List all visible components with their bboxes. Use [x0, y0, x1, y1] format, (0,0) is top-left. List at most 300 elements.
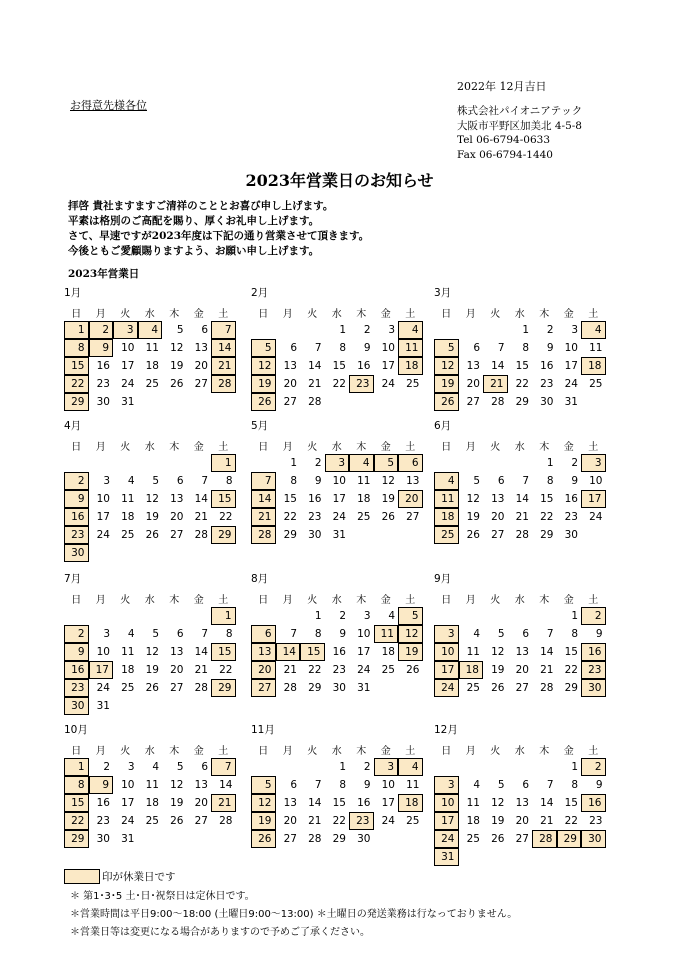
business-day-cell: 20 — [170, 511, 184, 523]
business-day-cell: 19 — [381, 493, 395, 505]
holiday-day-cell: 16 — [64, 508, 89, 526]
weekday-header: 木 — [356, 308, 367, 320]
business-day-cell: 27 — [466, 396, 480, 408]
weekday-header: 土 — [405, 308, 416, 320]
weekday-header: 土 — [405, 441, 416, 453]
business-day-cell: 17 — [564, 360, 578, 372]
empty-cell — [113, 454, 138, 472]
business-day-cell: 18 — [381, 646, 395, 658]
weekday-header: 水 — [144, 594, 155, 606]
holiday-day-cell: 23 — [349, 375, 374, 393]
holiday-day-cell: 23 — [349, 812, 374, 830]
holiday-day-cell: 4 — [581, 321, 606, 339]
weekday-header: 金 — [380, 594, 391, 606]
business-day-cell: 11 — [145, 342, 159, 354]
holiday-day-cell: 3 — [581, 454, 606, 472]
weekday-header: 水 — [514, 745, 525, 757]
holiday-day-cell: 15 — [64, 357, 89, 375]
holiday-day-cell: 7 — [251, 472, 276, 490]
weekday-header: 木 — [539, 308, 550, 320]
business-day-cell: 15 — [332, 797, 346, 809]
business-day-cell: 30 — [540, 396, 554, 408]
greeting-line: さて、早速ですが2023年度は下記の通り営業させて頂きます。 — [68, 230, 370, 242]
holiday-day-cell: 24 — [434, 830, 459, 848]
empty-cell — [251, 607, 276, 625]
holiday-day-cell: 5 — [251, 776, 276, 794]
business-day-cell: 14 — [540, 797, 554, 809]
business-day-cell: 5 — [152, 475, 159, 487]
holiday-day-cell: 17 — [434, 812, 459, 830]
business-day-cell: 29 — [283, 529, 297, 541]
business-day-cell: 12 — [491, 646, 505, 658]
business-day-cell: 6 — [473, 342, 480, 354]
business-day-cell: 17 — [332, 493, 346, 505]
business-day-cell: 25 — [145, 815, 159, 827]
weekday-header: 日 — [258, 308, 269, 320]
business-day-cell: 13 — [515, 797, 529, 809]
holiday-day-cell: 11 — [398, 339, 423, 357]
holiday-day-cell: 2 — [64, 472, 89, 490]
holiday-day-cell: 26 — [251, 830, 276, 848]
business-day-cell: 14 — [540, 646, 554, 658]
business-day-cell: 6 — [290, 342, 297, 354]
business-day-cell: 27 — [283, 396, 297, 408]
holiday-day-cell: 9 — [64, 490, 89, 508]
empty-cell — [434, 454, 459, 472]
business-day-cell: 11 — [406, 779, 420, 791]
empty-cell — [187, 607, 212, 625]
weekday-header: 日 — [71, 308, 82, 320]
business-day-cell: 2 — [339, 610, 346, 622]
holiday-day-cell: 5 — [374, 454, 399, 472]
holiday-day-cell: 16 — [581, 643, 606, 661]
holiday-day-cell: 15 — [211, 643, 236, 661]
business-day-cell: 12 — [145, 493, 159, 505]
weekday-header: 月 — [95, 441, 106, 453]
business-day-cell: 6 — [176, 628, 184, 640]
business-day-cell: 11 — [145, 779, 159, 791]
holiday-day-cell: 1 — [64, 758, 89, 776]
business-day-cell: 1 — [339, 761, 346, 773]
weekday-header: 土 — [218, 594, 229, 606]
weekday-header: 月 — [95, 745, 106, 757]
weekday-header: 水 — [331, 308, 342, 320]
holiday-day-cell: 21 — [211, 794, 236, 812]
weekday-header: 金 — [380, 441, 391, 453]
weekday-header: 金 — [193, 745, 204, 757]
business-day-cell: 26 — [466, 529, 480, 541]
business-day-cell: 8 — [339, 779, 346, 791]
holiday-day-cell: 9 — [89, 776, 114, 794]
greeting-text — [68, 199, 369, 259]
weekday-header: 日 — [71, 745, 82, 757]
note-line: ＊営業時間は平日9:00～18:00 (土曜日9:00～13:00) ＊土曜日の発送業務は行なっておりません。 — [70, 909, 518, 920]
business-day-cell: 6 — [522, 779, 529, 791]
business-day-cell: 13 — [515, 646, 529, 658]
business-day-cell: 19 — [491, 664, 505, 676]
holiday-legend-swatch — [64, 869, 100, 884]
weekday-header: 日 — [71, 441, 82, 453]
holiday-day-cell: 18 — [398, 794, 423, 812]
holiday-day-cell: 4 — [398, 758, 423, 776]
weekday-header: 土 — [588, 745, 599, 757]
weekday-header: 木 — [539, 594, 550, 606]
month-grid — [251, 436, 423, 544]
business-day-cell: 25 — [589, 378, 603, 390]
business-day-cell: 7 — [201, 628, 208, 640]
business-day-cell: 10 — [357, 628, 371, 640]
business-day-cell: 22 — [332, 815, 346, 827]
month-label: 10月 — [64, 724, 88, 736]
business-day-cell: 10 — [121, 779, 135, 791]
month-label: 5月 — [251, 420, 269, 432]
business-day-cell: 7 — [497, 342, 505, 354]
holiday-day-cell: 11 — [374, 625, 399, 643]
holiday-day-cell: 29 — [211, 679, 236, 697]
business-day-cell: 18 — [121, 664, 135, 676]
business-day-cell: 15 — [564, 797, 578, 809]
holiday-day-cell: 5 — [251, 339, 276, 357]
business-day-cell: 21 — [515, 511, 529, 523]
holiday-day-cell: 7 — [211, 758, 236, 776]
holiday-day-cell: 15 — [211, 490, 236, 508]
weekday-header: 土 — [218, 308, 229, 320]
holiday-day-cell: 28 — [211, 375, 236, 393]
month-grid — [64, 436, 236, 562]
business-day-cell: 3 — [103, 628, 110, 640]
holiday-day-cell: 8 — [64, 339, 89, 357]
holiday-day-cell: 26 — [251, 393, 276, 411]
business-day-cell: 13 — [406, 475, 420, 487]
business-day-cell: 16 — [357, 360, 371, 372]
holiday-day-cell: 8 — [64, 776, 89, 794]
weekday-header: 水 — [514, 441, 525, 453]
month-label: 6月 — [434, 420, 452, 432]
holiday-day-cell: 3 — [113, 321, 138, 339]
month-label: 1月 — [64, 287, 82, 299]
weekday-header: 水 — [144, 745, 155, 757]
holiday-day-cell: 28 — [532, 830, 557, 848]
holiday-day-cell: 2 — [64, 625, 89, 643]
weekday-header: 木 — [169, 745, 180, 757]
business-day-cell: 13 — [170, 493, 184, 505]
business-day-cell: 21 — [308, 815, 322, 827]
month-grid — [434, 740, 606, 866]
business-day-cell: 12 — [170, 779, 184, 791]
business-day-cell: 20 — [466, 378, 480, 390]
holiday-day-cell: 1 — [64, 321, 89, 339]
weekday-header: 金 — [193, 308, 204, 320]
weekday-header: 土 — [218, 441, 229, 453]
business-day-cell: 23 — [332, 664, 346, 676]
business-day-cell: 19 — [491, 815, 505, 827]
weekday-header: 金 — [193, 441, 204, 453]
business-day-cell: 2 — [103, 761, 110, 773]
business-day-cell: 23 — [96, 378, 110, 390]
holiday-day-cell: 22 — [64, 812, 89, 830]
empty-cell — [276, 321, 301, 339]
weekday-header: 木 — [539, 441, 550, 453]
business-day-cell: 4 — [152, 761, 159, 773]
business-day-cell: 5 — [176, 761, 184, 773]
business-day-cell: 19 — [145, 664, 159, 676]
business-day-cell: 20 — [283, 378, 297, 390]
holiday-day-cell: 5 — [398, 607, 423, 625]
business-day-cell: 5 — [497, 628, 505, 640]
holiday-day-cell: 30 — [64, 544, 89, 562]
holiday-day-cell: 12 — [398, 625, 423, 643]
holiday-day-cell: 4 — [398, 321, 423, 339]
business-day-cell: 25 — [121, 529, 135, 541]
business-day-cell: 11 — [357, 475, 371, 487]
business-day-cell: 6 — [290, 779, 297, 791]
weekday-header: 火 — [307, 308, 318, 320]
empty-cell — [459, 607, 484, 625]
business-day-cell: 30 — [564, 529, 578, 541]
business-day-cell: 20 — [194, 360, 208, 372]
weekday-header: 金 — [380, 308, 391, 320]
business-day-cell: 22 — [515, 378, 529, 390]
business-day-cell: 10 — [381, 779, 395, 791]
weekday-header: 金 — [193, 594, 204, 606]
business-day-cell: 14 — [308, 797, 322, 809]
business-day-cell: 8 — [225, 628, 233, 640]
business-day-cell: 10 — [589, 475, 603, 487]
empty-cell — [532, 607, 557, 625]
holiday-day-cell: 4 — [349, 454, 374, 472]
business-day-cell: 29 — [540, 529, 554, 541]
business-day-cell: 27 — [406, 511, 420, 523]
business-day-cell: 9 — [595, 779, 603, 791]
holiday-day-cell: 21 — [483, 375, 508, 393]
weekday-header: 土 — [405, 745, 416, 757]
holiday-day-cell: 30 — [581, 679, 606, 697]
holiday-day-cell: 2 — [89, 321, 114, 339]
business-day-cell: 24 — [564, 378, 578, 390]
business-day-cell: 29 — [515, 396, 529, 408]
business-day-cell: 6 — [201, 761, 208, 773]
page-title: 2023年営業日のお知らせ — [245, 171, 434, 190]
business-day-cell: 18 — [145, 797, 159, 809]
business-day-cell: 10 — [381, 342, 395, 354]
company-fax: Fax 06-6794-1440 — [457, 148, 553, 161]
empty-cell — [434, 607, 459, 625]
weekday-header: 火 — [120, 308, 131, 320]
business-day-cell: 25 — [466, 682, 480, 694]
holiday-day-cell: 14 — [251, 490, 276, 508]
holiday-day-cell: 19 — [251, 812, 276, 830]
business-day-cell: 9 — [363, 342, 371, 354]
holiday-day-cell: 26 — [434, 393, 459, 411]
empty-cell — [508, 454, 533, 472]
holiday-day-cell: 3 — [434, 625, 459, 643]
business-day-cell: 27 — [515, 833, 529, 845]
month-label: 2月 — [251, 287, 269, 299]
business-day-cell: 28 — [283, 682, 297, 694]
business-day-cell: 17 — [121, 797, 135, 809]
month-label: 4月 — [64, 420, 82, 432]
weekday-header: 金 — [563, 745, 574, 757]
business-day-cell: 1 — [522, 324, 529, 336]
holiday-day-cell: 18 — [434, 508, 459, 526]
business-day-cell: 17 — [357, 646, 371, 658]
business-day-cell: 13 — [194, 342, 208, 354]
empty-cell — [532, 758, 557, 776]
weekday-header: 木 — [169, 308, 180, 320]
business-day-cell: 25 — [466, 833, 480, 845]
business-day-cell: 24 — [332, 511, 346, 523]
holiday-day-cell: 18 — [398, 357, 423, 375]
business-day-cell: 1 — [290, 457, 297, 469]
weekday-header: 火 — [120, 441, 131, 453]
holiday-day-cell: 6 — [398, 454, 423, 472]
weekday-header: 日 — [71, 594, 82, 606]
holiday-day-cell: 12 — [434, 357, 459, 375]
weekday-header: 水 — [331, 441, 342, 453]
business-day-cell: 26 — [491, 833, 505, 845]
business-day-cell: 20 — [194, 797, 208, 809]
business-day-cell: 2 — [363, 761, 371, 773]
business-day-cell: 23 — [308, 511, 322, 523]
empty-cell — [300, 321, 325, 339]
empty-cell — [483, 454, 508, 472]
business-day-cell: 9 — [546, 342, 554, 354]
weekday-header: 月 — [465, 594, 476, 606]
holiday-day-cell: 23 — [581, 661, 606, 679]
business-day-cell: 6 — [522, 628, 529, 640]
business-day-cell: 19 — [170, 797, 184, 809]
business-day-cell: 21 — [308, 378, 322, 390]
business-day-cell: 17 — [381, 797, 395, 809]
business-day-cell: 25 — [406, 378, 420, 390]
business-day-cell: 26 — [381, 511, 395, 523]
weekday-header: 土 — [218, 745, 229, 757]
business-day-cell: 14 — [491, 360, 505, 372]
business-day-cell: 19 — [170, 360, 184, 372]
note-line: ＊ 第1･3･5 土･日･祝祭日は定休日です。 — [70, 891, 255, 902]
business-day-cell: 13 — [283, 360, 297, 372]
business-day-cell: 31 — [96, 700, 110, 712]
holiday-day-cell: 30 — [581, 830, 606, 848]
empty-cell — [459, 758, 484, 776]
business-day-cell: 27 — [491, 529, 505, 541]
company-name: 株式会社パイオニアテック — [457, 105, 583, 117]
holiday-day-cell: 1 — [211, 454, 236, 472]
holiday-day-cell: 14 — [276, 643, 301, 661]
notes — [70, 888, 517, 942]
greeting-line: 拝啓 貴社ますますご清祥のこととお喜び申し上げます。 — [68, 200, 334, 212]
business-day-cell: 12 — [491, 797, 505, 809]
weekday-header: 火 — [307, 594, 318, 606]
holiday-day-cell: 23 — [64, 679, 89, 697]
business-day-cell: 31 — [332, 529, 346, 541]
holiday-day-cell: 17 — [89, 661, 114, 679]
business-day-cell: 22 — [564, 664, 578, 676]
business-day-cell: 2 — [546, 324, 554, 336]
business-day-cell: 31 — [121, 396, 135, 408]
business-day-cell: 18 — [357, 493, 371, 505]
business-day-cell: 6 — [176, 475, 184, 487]
business-day-cell: 4 — [388, 610, 395, 622]
business-day-cell: 8 — [314, 628, 322, 640]
month-grid — [64, 589, 236, 715]
holiday-day-cell: 10 — [434, 643, 459, 661]
holiday-day-cell: 23 — [64, 526, 89, 544]
business-day-cell: 23 — [564, 511, 578, 523]
business-day-cell: 23 — [96, 815, 110, 827]
business-day-cell: 1 — [571, 610, 578, 622]
calendar-title: 2023年営業日 — [68, 268, 140, 280]
weekday-header: 月 — [465, 441, 476, 453]
business-day-cell: 3 — [127, 761, 135, 773]
business-day-cell: 14 — [219, 779, 233, 791]
business-day-cell: 27 — [283, 833, 297, 845]
business-day-cell: 8 — [339, 342, 346, 354]
business-day-cell: 25 — [121, 682, 135, 694]
holiday-day-cell: 15 — [64, 794, 89, 812]
weekday-header: 土 — [588, 308, 599, 320]
holiday-day-cell: 21 — [251, 508, 276, 526]
business-day-cell: 9 — [339, 628, 346, 640]
business-day-cell: 26 — [145, 682, 159, 694]
weekday-header: 日 — [441, 308, 452, 320]
weekday-header: 金 — [563, 308, 574, 320]
business-day-cell: 7 — [546, 628, 554, 640]
business-day-cell: 13 — [466, 360, 480, 372]
business-day-cell: 3 — [571, 324, 578, 336]
company-info — [457, 104, 582, 162]
empty-cell — [483, 321, 508, 339]
business-day-cell: 8 — [225, 475, 233, 487]
business-day-cell: 20 — [491, 511, 505, 523]
business-day-cell: 14 — [308, 360, 322, 372]
business-day-cell: 5 — [473, 475, 480, 487]
business-day-cell: 27 — [170, 529, 184, 541]
business-day-cell: 5 — [176, 324, 184, 336]
holiday-day-cell: 29 — [211, 526, 236, 544]
business-day-cell: 18 — [145, 360, 159, 372]
business-day-cell: 26 — [406, 664, 420, 676]
greeting-line: 平素は格別のご高配を賜り、厚くお礼申し上げます。 — [68, 215, 320, 227]
business-day-cell: 1 — [314, 610, 322, 622]
business-day-cell: 24 — [381, 815, 395, 827]
business-day-cell: 24 — [589, 511, 603, 523]
holiday-day-cell: 9 — [64, 643, 89, 661]
business-day-cell: 24 — [357, 664, 371, 676]
holiday-day-cell: 16 — [64, 661, 89, 679]
empty-cell — [64, 607, 89, 625]
holiday-day-cell: 29 — [557, 830, 582, 848]
business-day-cell: 12 — [466, 493, 480, 505]
business-day-cell: 7 — [522, 475, 529, 487]
business-day-cell: 22 — [219, 511, 233, 523]
month-grid — [64, 740, 236, 848]
business-day-cell: 28 — [491, 396, 505, 408]
weekday-header: 火 — [490, 308, 501, 320]
month-grid — [434, 589, 606, 697]
empty-cell — [251, 454, 276, 472]
business-day-cell: 29 — [332, 833, 346, 845]
holiday-day-cell: 22 — [64, 375, 89, 393]
business-day-cell: 21 — [540, 815, 554, 827]
weekday-header: 月 — [95, 308, 106, 320]
business-day-cell: 19 — [145, 511, 159, 523]
business-day-cell: 27 — [194, 378, 208, 390]
business-day-cell: 28 — [194, 682, 208, 694]
empty-cell — [89, 454, 114, 472]
business-day-cell: 29 — [308, 682, 322, 694]
business-day-cell: 30 — [357, 833, 371, 845]
